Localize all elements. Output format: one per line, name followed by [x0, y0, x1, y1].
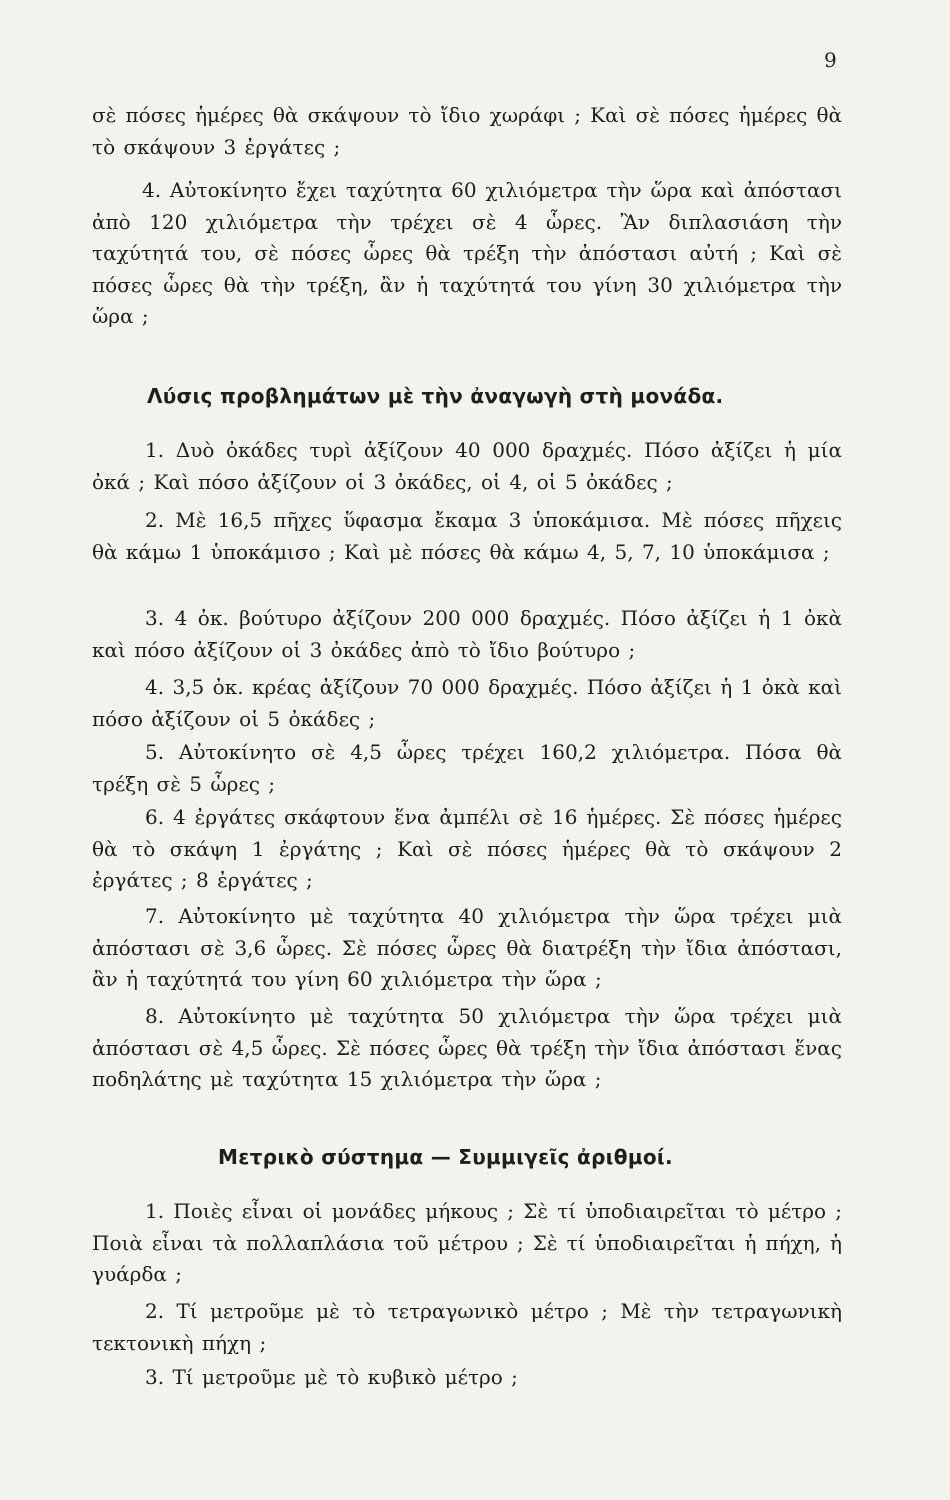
unit-problem-2: 2. Μὲ 16,5 πῆχες ὕφασμα ἔκαμα 3 ὑποκάμισα. Μὲ πόσες πῆχεις θὰ κάμω 1 ὑποκάμισο ; Καὶ μὲ πόσες θὰ κάμω 4, 5, 7, 10 ὑποκάμισα ;	[92, 508, 842, 564]
metric-question-1: 1. Ποιὲς εἶναι οἱ μονάδες μήκους ; Σὲ τί ὑποδιαιρεῖται τὸ μέτρο ; Ποιὰ εἶναι τὰ πολλαπλάσια τοῦ μέτρου ; Σὲ τί ὑποδιαιρεῖται ἡ πήχη, ἡ γυάρδα ;	[92, 1199, 842, 1286]
problem-4-speed: 4. Αὐτοκίνητο ἔχει ταχύτητα 60 χιλιόμετρα τὴν ὥρα καὶ ἀπόστασι ἀπὸ 120 χιλιόμετρα τὴν τρέχει σὲ 4 ὧρες. Ἂν διπλασιάση τὴν ταχύτητά του, σὲ πόσες ὧρες θὰ τρέξη τὴν ἀπόστασι αὐτή ; Καὶ σὲ πόσες ὧρες θὰ τὴν τρέξη, ἂν ἡ ταχύτητά του γίνη 30 χιλιόμετρα τὴν ὥρα ;	[92, 178, 842, 328]
metric-question-3: 3. Τί μετροῦμε μὲ τὸ κυβικὸ μέτρο ;	[145, 1365, 518, 1389]
page-number: 9	[824, 48, 837, 72]
section-heading-metric-system: Μετρικὸ σύστημα — Συμμιγεῖς ἀριθμοί.	[218, 1145, 673, 1169]
unit-problem-8: 8. Αὐτοκίνητο μὲ ταχύτητα 50 χιλιόμετρα τὴν ὥρα τρέχει μιὰ ἀπόστασι σὲ 4,5 ὧρες. Σὲ πόσες ὧρες θὰ τρέξη τὴν ἴδια ἀπόστασι ἕνας ποδηλάτης μὲ ταχύτητα 15 χιλιόμετρα τὴν ὥρα ;	[92, 1004, 842, 1091]
unit-problem-5: 5. Αὐτοκίνητο σὲ 4,5 ὧρες τρέχει 160,2 χιλιόμετρα. Πόσα θὰ τρέξη σὲ 5 ὧρες ;	[92, 740, 842, 796]
unit-problem-6: 6. 4 ἐργάτες σκάφτουν ἕνα ἀμπέλι σὲ 16 ἡμέρες. Σὲ πόσες ἡμέρες θὰ τὸ σκάψη 1 ἐργάτης ; Καὶ σὲ πόσες ἡμέρες θὰ τὸ σκάψουν 2 ἐργάτες ; 8 ἐργάτες ;	[92, 805, 842, 892]
metric-question-2: 2. Τί μετροῦμε μὲ τὸ τετραγωνικὸ μέτρο ; Μὲ τὴν τετραγωνικὴ τεκτονικὴ πήχη ;	[92, 1299, 842, 1355]
unit-problem-7: 7. Αὐτοκίνητο μὲ ταχύτητα 40 χιλιόμετρα τὴν ὥρα τρέχει μιὰ ἀπόστασι σὲ 3,6 ὧρες. Σὲ πόσες ὧρες θὰ διατρέξη τὴν ἴδια ἀπόστασι, ἂν ἡ ταχύτητά του γίνη 60 χιλιόμετρα τὴν ὥρα ;	[92, 904, 842, 991]
unit-problem-4: 4. 3,5 ὀκ. κρέας ἀξίζουν 70 000 δραχμές. Πόσο ἀξίζει ἡ 1 ὀκὰ καὶ πόσο ἀξίζουν οἱ 5 ὀκάδες ;	[92, 675, 842, 731]
problem-3-continuation: σὲ πόσες ἡμέρες θὰ σκάψουν τὸ ἴδιο χωράφι ; Καὶ σὲ πόσες ἡμέρες θὰ τὸ σκάψουν 3 ἐργάτες ;	[92, 103, 842, 159]
section-heading-unit-reduction: Λύσις προβλημάτων μὲ τὴν ἀναγωγὴ στὴ μονάδα.	[147, 384, 724, 408]
unit-problem-1: 1. Δυὸ ὀκάδες τυρὶ ἀξίζουν 40 000 δραχμές. Πόσο ἀξίζει ἡ μία ὀκά ; Καὶ πόσο ἀξίζουν οἱ 3 ὀκάδες, οἱ 4, οἱ 5 ὀκάδες ;	[92, 438, 842, 494]
unit-problem-3: 3. 4 ὀκ. βούτυρο ἀξίζουν 200 000 δραχμές. Πόσο ἀξίζει ἡ 1 ὀκὰ καὶ πόσο ἀξίζουν οἱ 3 ὀκάδες ἀπὸ τὸ ἴδιο βούτυρο ;	[92, 606, 842, 662]
